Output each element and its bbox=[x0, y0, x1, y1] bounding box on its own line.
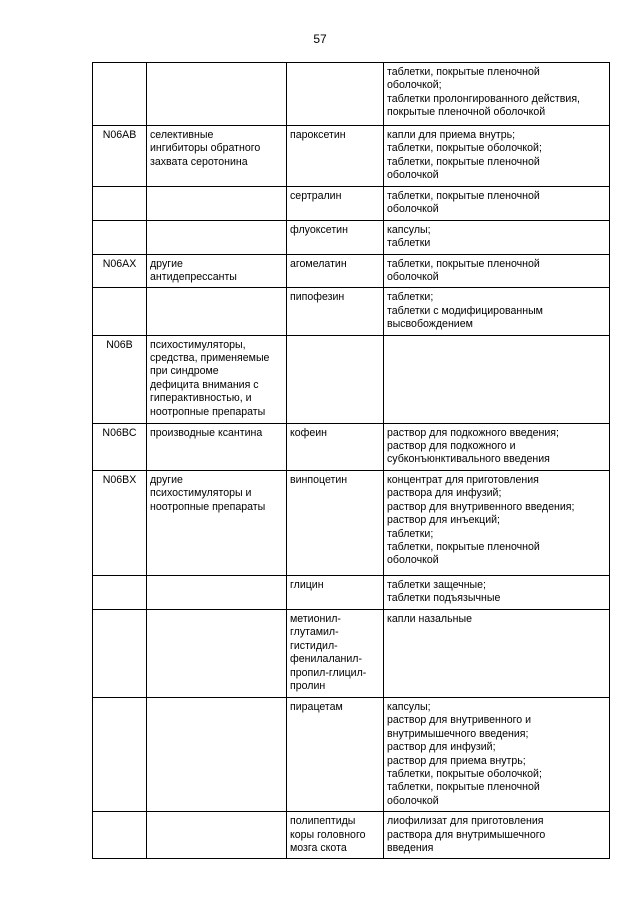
table-row bbox=[93, 254, 610, 288]
atc-code-cell bbox=[93, 609, 147, 697]
table-row bbox=[93, 470, 610, 575]
table-row bbox=[93, 812, 610, 859]
table-row bbox=[93, 575, 610, 609]
group-name-cell bbox=[147, 697, 287, 811]
atc-code-cell bbox=[93, 186, 147, 220]
atc-code-cell bbox=[93, 288, 147, 335]
table-row bbox=[93, 186, 610, 220]
table-row bbox=[93, 288, 610, 335]
dosage-forms-cell: таблетки, покрытые пленочной оболочкой bbox=[384, 186, 610, 220]
group-name-cell bbox=[147, 220, 287, 254]
drug-name-cell: пароксетин bbox=[287, 126, 384, 187]
dosage-forms-cell: капсулы; таблетки bbox=[384, 220, 610, 254]
group-name-cell bbox=[147, 609, 287, 697]
dosage-forms-cell: концентрат для приготовления раствора для инфузий; раствор для внутривенного введения; раствор для инъекций; таблетки; таблетки, покрытые пленочной оболочкой bbox=[384, 470, 610, 575]
table-row bbox=[93, 609, 610, 697]
atc-code-cell bbox=[93, 812, 147, 859]
atc-code-cell bbox=[93, 63, 147, 126]
dosage-forms-cell bbox=[384, 335, 610, 423]
group-name-cell: психостимуляторы, средства, применяемые при синдроме дефицита внимания с гиперактивностью, и ноотропные препараты bbox=[147, 335, 287, 423]
table-row bbox=[93, 335, 610, 423]
table-row bbox=[93, 697, 610, 811]
atc-code-cell: N06BC bbox=[93, 423, 147, 470]
atc-code-cell: N06BX bbox=[93, 470, 147, 575]
drug-name-cell: сертралин bbox=[287, 186, 384, 220]
atc-code-cell: N06AX bbox=[93, 254, 147, 288]
drug-name-cell: кофеин bbox=[287, 423, 384, 470]
drug-name-cell: метионил- глутамил- гистидил- фенилаланил- пропил-глицил- пролин bbox=[287, 609, 384, 697]
dosage-forms-cell: капли назальные bbox=[384, 609, 610, 697]
table-row bbox=[93, 423, 610, 470]
drug-name-cell: полипептиды коры головного мозга скота bbox=[287, 812, 384, 859]
group-name-cell bbox=[147, 186, 287, 220]
dosage-forms-cell: раствор для подкожного введения; раствор для подкожного и субконъюнктивального введения bbox=[384, 423, 610, 470]
drug-name-cell: пирацетам bbox=[287, 697, 384, 811]
group-name-cell: другие антидепрессанты bbox=[147, 254, 287, 288]
dosage-forms-cell: лиофилизат для приготовления раствора для внутримышечного введения bbox=[384, 812, 610, 859]
group-name-cell: селективные ингибиторы обратного захвата серотонина bbox=[147, 126, 287, 187]
drug-name-cell: флуоксетин bbox=[287, 220, 384, 254]
atc-code-cell bbox=[93, 697, 147, 811]
group-name-cell bbox=[147, 288, 287, 335]
group-name-cell bbox=[147, 63, 287, 126]
table-row bbox=[93, 126, 610, 187]
dosage-forms-cell: таблетки, покрытые пленочной оболочкой bbox=[384, 254, 610, 288]
dosage-forms-cell: капли для приема внутрь; таблетки, покрытые оболочкой; таблетки, покрытые пленочной оболочкой bbox=[384, 126, 610, 187]
drug-name-cell: пипофезин bbox=[287, 288, 384, 335]
atc-code-cell bbox=[93, 220, 147, 254]
drug-name-cell: глицин bbox=[287, 575, 384, 609]
dosage-forms-cell: таблетки защечные; таблетки подъязычные bbox=[384, 575, 610, 609]
drug-classification-table bbox=[92, 62, 610, 859]
atc-code-cell: N06AB bbox=[93, 126, 147, 187]
group-name-cell: другие психостимуляторы и ноотропные препараты bbox=[147, 470, 287, 575]
dosage-forms-cell: таблетки; таблетки с модифицированным высвобождением bbox=[384, 288, 610, 335]
table-row bbox=[93, 63, 610, 126]
dosage-forms-cell: капсулы; раствор для внутривенного и внутримышечного введения; раствор для инфузий; раствор для приема внутрь; таблетки, покрытые оболочкой; таблетки, покрытые пленочной оболочкой bbox=[384, 697, 610, 811]
drug-name-cell bbox=[287, 335, 384, 423]
group-name-cell bbox=[147, 575, 287, 609]
drug-name-cell bbox=[287, 63, 384, 126]
atc-code-cell bbox=[93, 575, 147, 609]
drug-name-cell: агомелатин bbox=[287, 254, 384, 288]
drug-name-cell: винпоцетин bbox=[287, 470, 384, 575]
group-name-cell bbox=[147, 812, 287, 859]
dosage-forms-cell: таблетки, покрытые пленочной оболочкой; таблетки пролонгированного действия, покрытые пленочной оболочкой bbox=[384, 63, 610, 126]
atc-code-cell: N06B bbox=[93, 335, 147, 423]
page-number: 57 bbox=[313, 32, 327, 46]
group-name-cell: производные ксантина bbox=[147, 423, 287, 470]
table-row bbox=[93, 220, 610, 254]
